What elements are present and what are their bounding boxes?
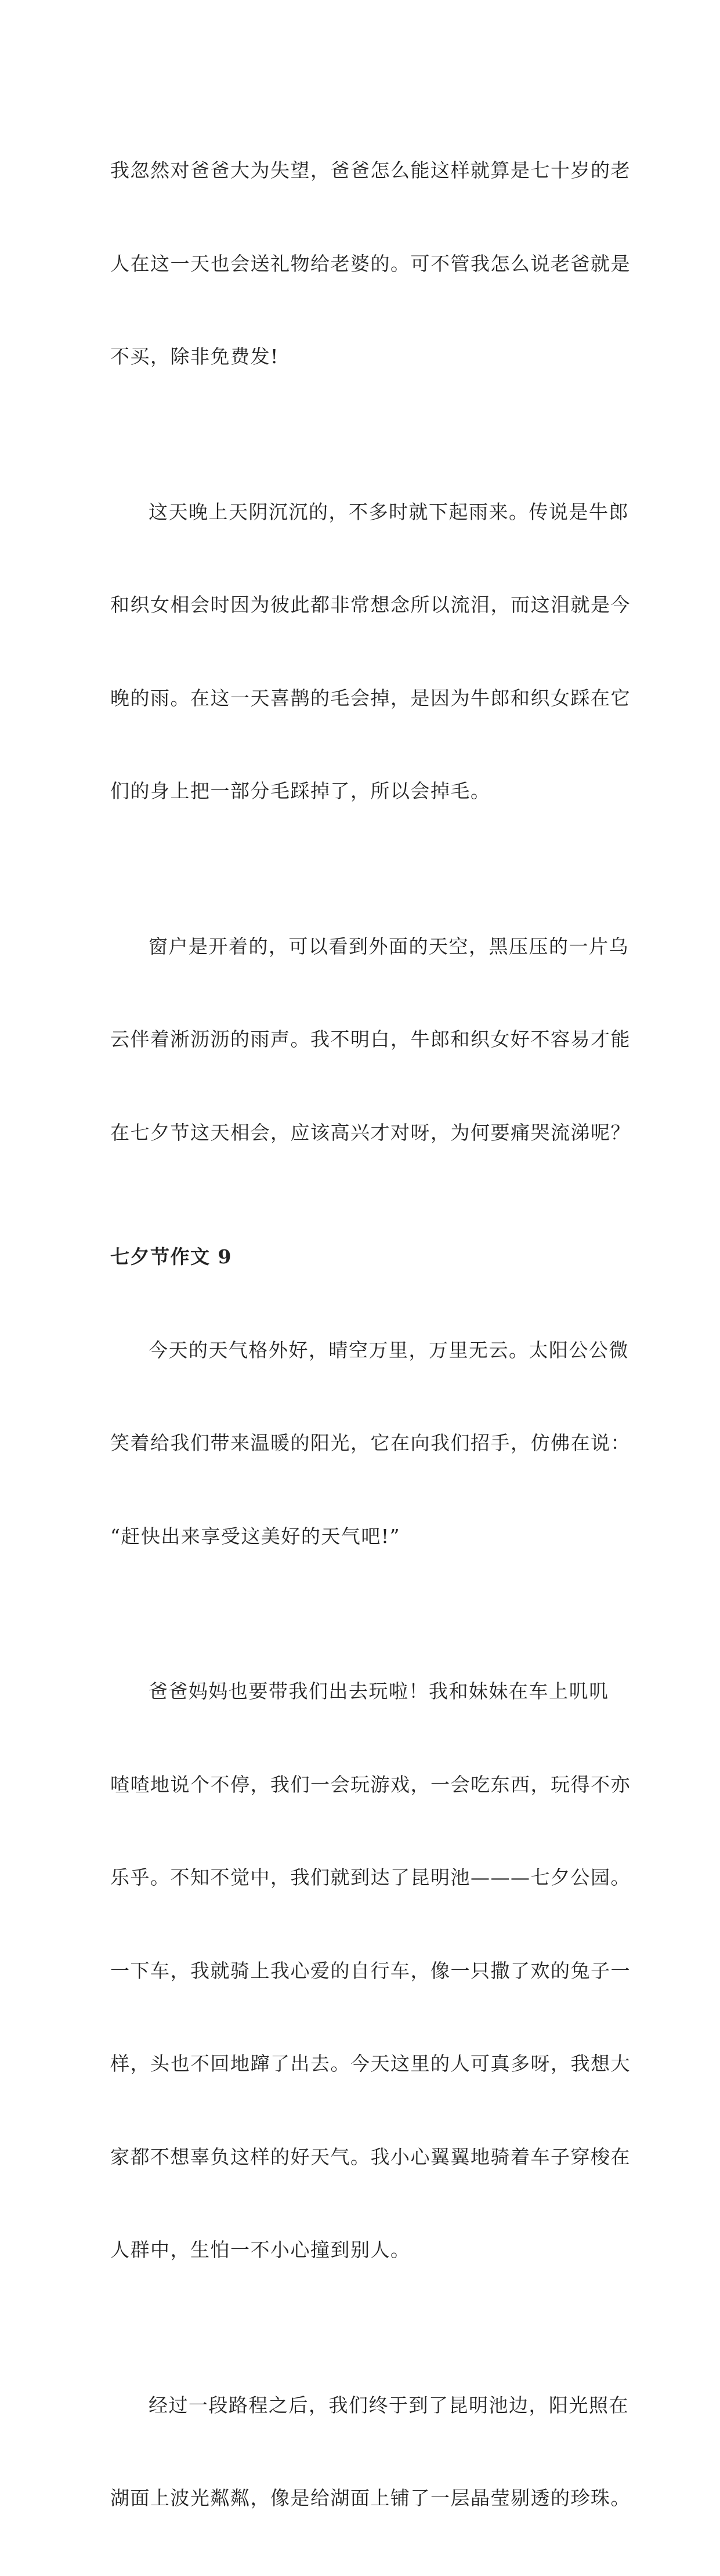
paragraph [110,434,631,869]
text-line: 爸爸妈妈也要带我们出去玩啦！我和妹妹在车上叽叽 [149,1680,609,1702]
paragraph [110,2328,631,2576]
text-line: 笑着给我们带来温暖的阳光，它在向我们招手，仿佛在说： [110,1432,631,1454]
paragraph [110,93,631,434]
text-line: 在七夕节这天相会，应该高兴才对呀，为何要痛哭流涕呢？ [110,1121,631,1144]
text-line: 喳喳地说个不停，我们一会玩游戏，一会吃东西，玩得不亦 [110,1773,631,1796]
text-line: 湖面上波光粼粼，像是给湖面上铺了一层晶莹剔透的珍珠。 [110,2487,631,2509]
text-line: 乐乎。不知不觉中，我们就到达了昆明池———七夕公园。 [110,1866,631,1889]
text-line: 云伴着淅沥沥的雨声。我不明白，牛郎和织女好不容易才能 [110,1028,631,1050]
text-line: 这天晚上天阴沉沉的，不多时就下起雨来。传说是牛郎 [149,500,629,523]
text-line: 样，头也不回地蹿了出去。今天这里的人可真多呀，我想大 [110,2052,631,2075]
paragraph [110,869,631,1211]
text-line: 晚的雨。在这一天喜鹊的毛会掉，是因为牛郎和织女踩在它 [110,686,631,709]
text-line: 窗户是开着的，可以看到外面的天空，黑压压的一片乌 [149,934,629,958]
paragraph [110,1614,631,2328]
text-line: 人在这一天也会送礼物给老婆的。可不管我怎么说老爸就是 [110,252,631,275]
text-line: 和织女相会时因为彼此都非常想念所以流泪，而这泪就是今 [110,593,631,616]
text-line: 一下车，我就骑上我心爱的自行车，像一只撒了欢的兔子一 [110,1959,631,1982]
section-title: 七夕节作文 9 [110,1245,232,1268]
paragraph [110,1273,631,1614]
text-line: 我忽然对爸爸大为失望，爸爸怎么能这样就算是七十岁的老 [110,159,631,182]
text-line: 们的身上把一部分毛踩掉了，所以会掉毛。 [110,780,491,802]
text-line: 人群中，生怕一不小心撞到别人。 [110,2238,411,2261]
text-line: “赶快出来享受这美好的天气吧!” [110,1524,401,1548]
text-line: 不买，除非免费发! [110,345,279,368]
text-line: 经过一段路程之后，我们终于到了昆明池边，阳光照在 [149,2393,629,2416]
text-line: 今天的天气格外好，晴空万里，万里无云。太阳公公微 [149,1338,629,1361]
text-line: 家都不想辜负这样的好天气。我小心翼翼地骑着车子穿梭在 [110,2145,631,2168]
